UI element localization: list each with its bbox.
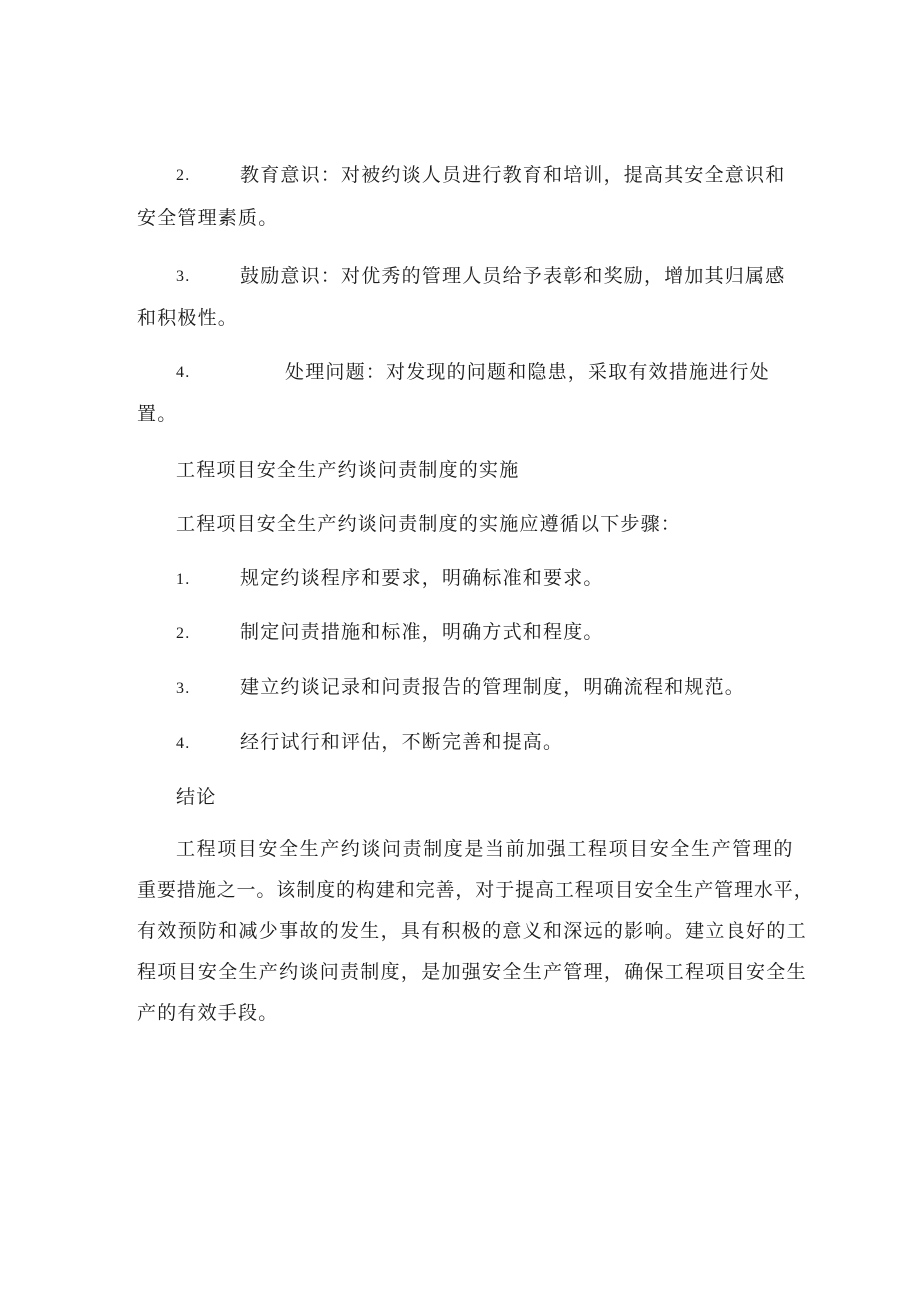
list-a-item-2-number: 2. xyxy=(176,167,191,184)
section-heading: 工程项目安全生产约谈问责制度的实施 xyxy=(176,459,520,481)
list-a-item-3-text-cont: 和积极性。 xyxy=(137,307,239,329)
list-b-item-1-number: 1. xyxy=(176,571,191,588)
list-a-item-3-text: 鼓励意识：对优秀的管理人员给予表彰和奖励，增加其归属感 xyxy=(240,265,786,287)
list-b-item-3-text: 建立约谈记录和问责报告的管理制度，明确流程和规范。 xyxy=(240,676,746,698)
conclusion-line-3: 有效预防和减少事故的发生，具有积极的意义和深远的影响。建立良好的工 xyxy=(137,920,807,942)
list-b-item-1-text: 规定约谈程序和要求，明确标准和要求。 xyxy=(240,567,604,589)
conclusion-line-2: 重要措施之一。该制度的构建和完善，对于提高工程项目安全生产管理水平， xyxy=(137,879,814,901)
list-a-item-4-text-cont: 置。 xyxy=(137,403,178,425)
list-b-item-3-number: 3. xyxy=(176,680,191,697)
list-b-item-2-number: 2. xyxy=(176,625,191,642)
list-a-item-2-text: 教育意识：对被约谈人员进行教育和培训，提高其安全意识和 xyxy=(240,164,786,186)
conclusion-line-5: 产的有效手段。 xyxy=(137,1002,279,1024)
list-a-item-3-number: 3. xyxy=(176,268,191,285)
list-a-item-4-text: 处理问题：对发现的问题和隐患，采取有效措施进行处 xyxy=(285,361,770,383)
conclusion-heading: 结论 xyxy=(176,786,217,808)
conclusion-line-4: 程项目安全生产约谈问责制度，是加强安全生产管理，确保工程项目安全生 xyxy=(137,961,807,983)
conclusion-line-1: 工程项目安全生产约谈问责制度是当前加强工程项目安全生产管理的 xyxy=(176,838,795,860)
list-a-item-4-number: 4. xyxy=(176,364,191,381)
section-intro: 工程项目安全生产约谈问责制度的实施应遵循以下步骤： xyxy=(176,513,682,535)
list-b-item-2-text: 制定问责措施和标准，明确方式和程度。 xyxy=(240,621,604,643)
list-b-item-4-text: 经行试行和评估，不断完善和提高。 xyxy=(240,731,564,753)
list-a-item-2-text-cont: 安全管理素质。 xyxy=(137,207,279,229)
list-b-item-4-number: 4. xyxy=(176,735,191,752)
